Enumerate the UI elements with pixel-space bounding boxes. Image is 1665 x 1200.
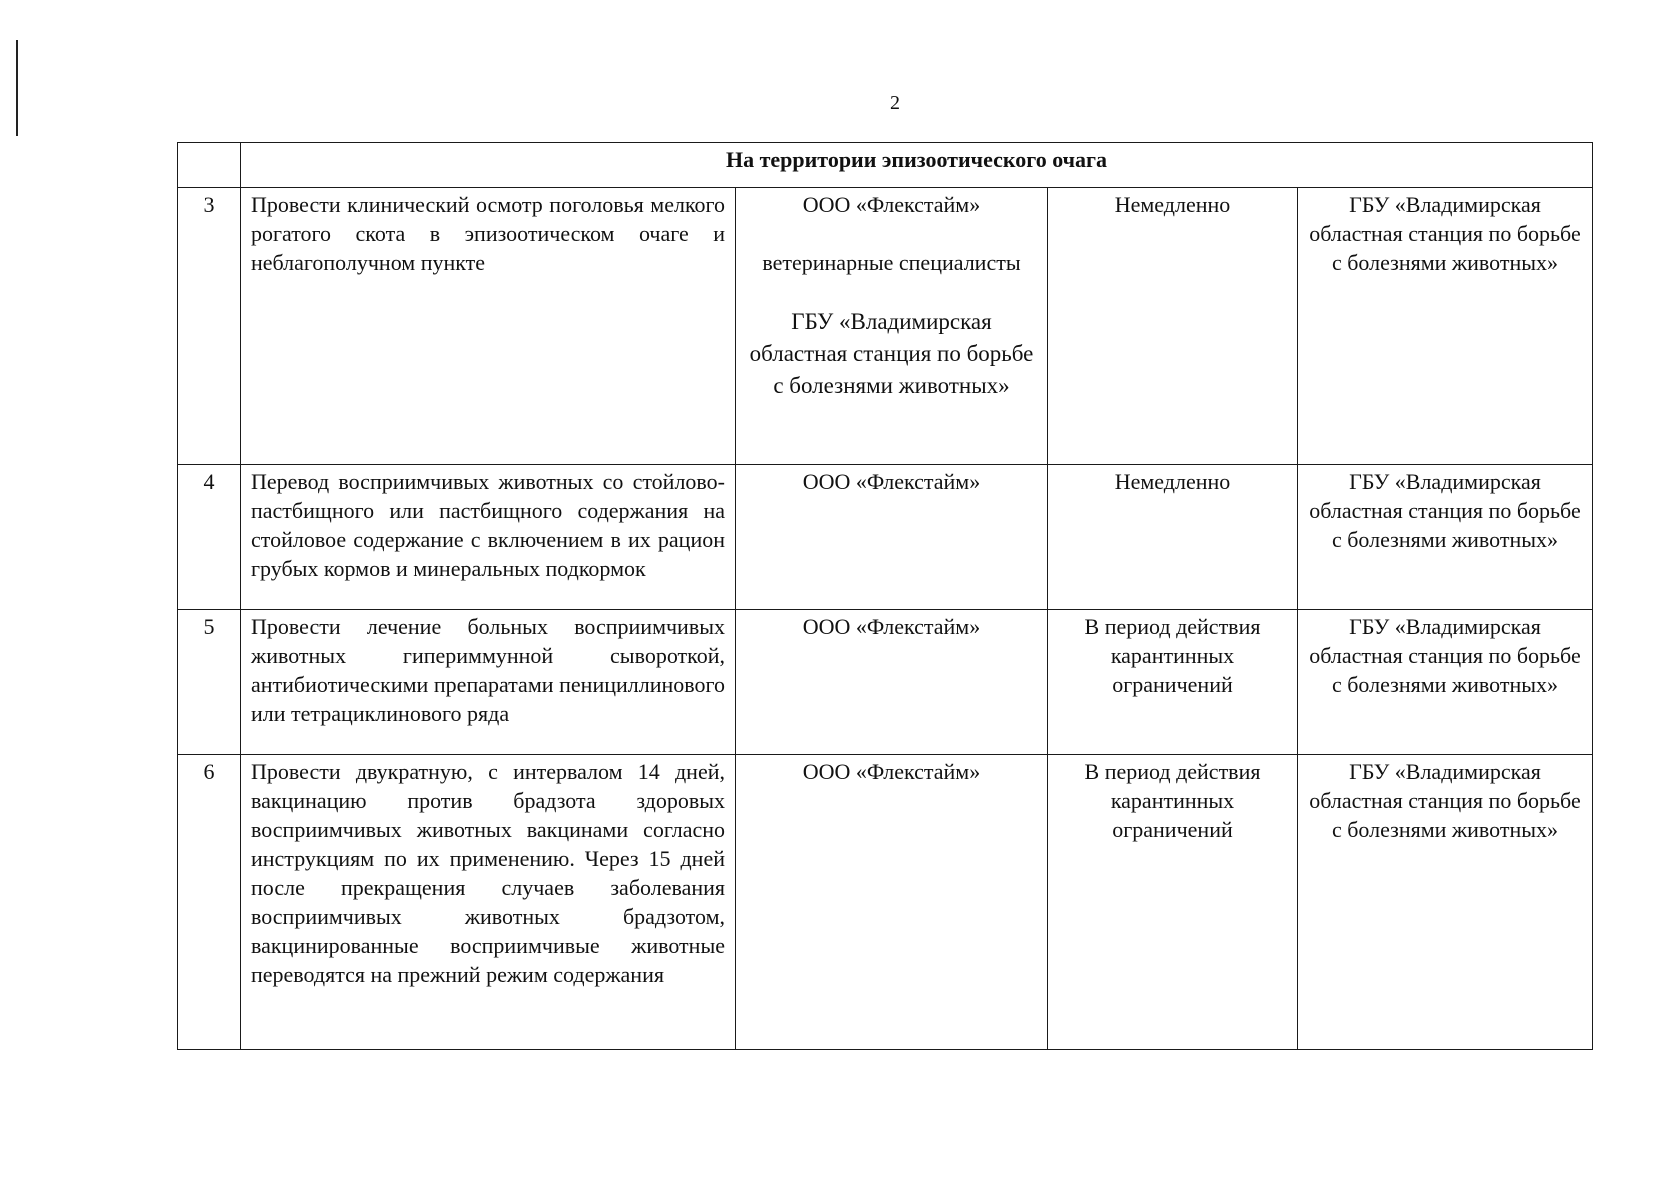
- section-header-row: [178, 143, 1593, 188]
- responsible-cell: ГБУ «Владимирская областная станция по борьбе с болезнями животных»: [1298, 755, 1593, 1050]
- table-row: [178, 610, 1593, 755]
- responsible-cell: ГБУ «Владимирская областная станция по борьбе с болезнями животных»: [1298, 465, 1593, 610]
- executor-cell: ООО «Флекстайм»: [736, 755, 1048, 1050]
- executor-cell: [736, 188, 1048, 465]
- deadline-cell: Немедленно: [1048, 188, 1298, 465]
- page-number: 2: [890, 92, 900, 114]
- measure-cell: Провести лечение больных восприимчивых животных гипериммунной сывороткой, антибиотическими препаратами пенициллинового или тетрациклинового ряда: [241, 610, 736, 755]
- row-number: 3: [178, 188, 241, 465]
- executor-company: ООО «Флекстайм»: [802, 192, 981, 217]
- executor-station: ГБУ «Владимирская областная станция по борьбе с болезнями животных»: [749, 309, 1034, 398]
- measure-cell: Перевод восприимчивых животных со стойлово-пастбищного или пастбищного содержания на стойловое содержание с включением в их рацион грубых кормов и минеральных подкормок: [241, 465, 736, 610]
- executor-spacer: [746, 219, 1037, 248]
- deadline-cell: Немедленно: [1048, 465, 1298, 610]
- scan-edge-mark: [16, 40, 18, 136]
- row-number: 5: [178, 610, 241, 755]
- responsible-cell: ГБУ «Владимирская областная станция по борьбе с болезнями животных»: [1298, 188, 1593, 465]
- table-row: [178, 755, 1593, 1050]
- section-title: На территории эпизоотического очага: [241, 143, 1593, 188]
- deadline-cell: В период действия карантинных ограничений: [1048, 610, 1298, 755]
- measures-table: [177, 142, 1593, 1050]
- executor-cell: ООО «Флекстайм»: [736, 465, 1048, 610]
- executor-vets: ветеринарные специалисты: [762, 250, 1021, 275]
- table-row: [178, 188, 1593, 465]
- row-number: 4: [178, 465, 241, 610]
- deadline-cell: В период действия карантинных ограничений: [1048, 755, 1298, 1050]
- table-row: [178, 465, 1593, 610]
- section-number-cell: [178, 143, 241, 188]
- row-number: 6: [178, 755, 241, 1050]
- measure-cell: Провести двукратную, с интервалом 14 дней, вакцинацию против брадзота здоровых восприимчивых животных вакцинами согласно инструкциям по их применению. Через 15 дней после прекращения случаев заболевания восприимчивых животных брадзотом, вакцинированные восприимчивые животные переводятся на прежний режим содержания: [241, 755, 736, 1050]
- executor-spacer: [746, 277, 1037, 306]
- responsible-cell: ГБУ «Владимирская областная станция по борьбе с болезнями животных»: [1298, 610, 1593, 755]
- executor-cell: ООО «Флекстайм»: [736, 610, 1048, 755]
- measure-cell: Провести клинический осмотр поголовья мелкого рогатого скота в эпизоотическом очаге и неблагополучном пункте: [241, 188, 736, 465]
